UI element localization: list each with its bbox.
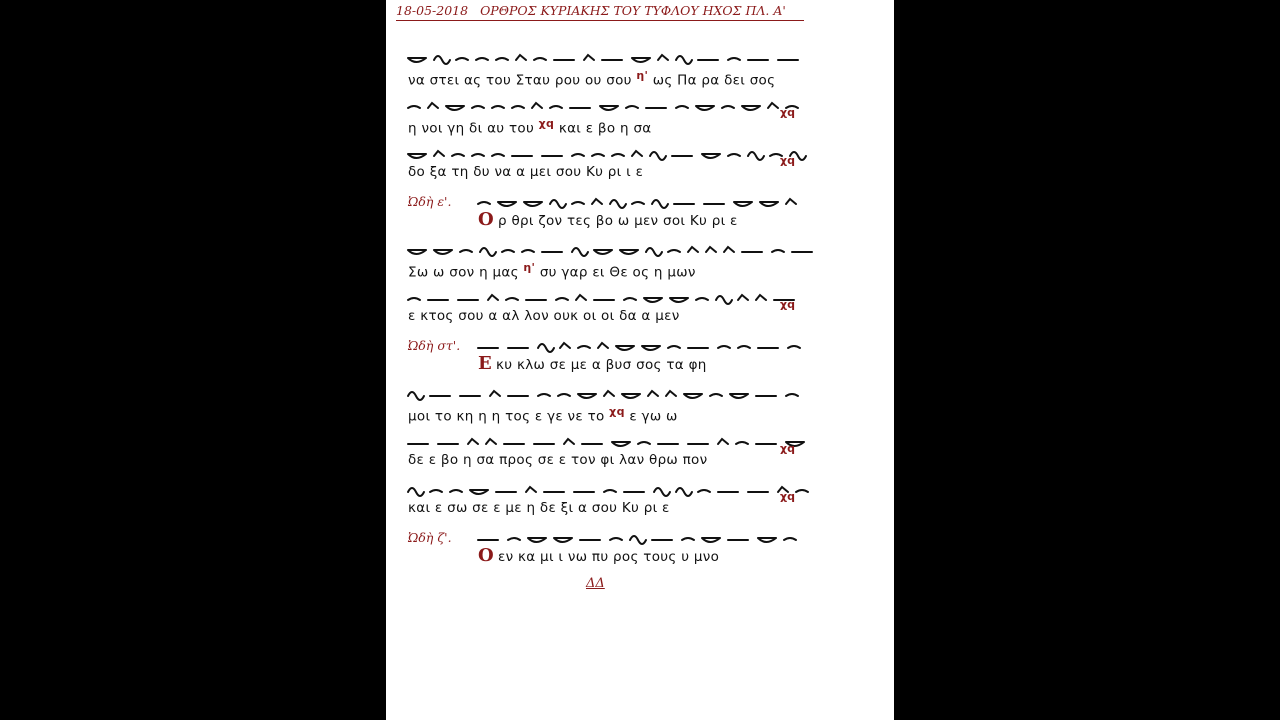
lyrics-text: ε κτος σου α αλ λον ουκ οι οι δα α μεν bbox=[408, 308, 680, 324]
ode-heading: Ὠδὴ ζ'. bbox=[408, 530, 452, 545]
chant-line bbox=[386, 46, 894, 94]
chant-line bbox=[386, 334, 894, 382]
lyrics-text-after: και ε βο η σα bbox=[554, 120, 652, 137]
martyria-sign: χq bbox=[609, 405, 625, 418]
lyrics bbox=[478, 354, 838, 374]
lyrics-text-after: συ γαρ ει Θε ος η μων bbox=[535, 264, 696, 281]
chant-line bbox=[386, 382, 894, 430]
lyrics bbox=[408, 258, 838, 281]
lyrics-text-after: ως Πα ρα δει σος bbox=[648, 72, 776, 89]
header-title: ΟΡΘΡΟΣ ΚΥΡΙΑΚΗΣ ΤΟΥ ΤΥΦΛΟΥ ΗΧΟΣ ΠΛ. Α' bbox=[480, 3, 786, 18]
lyrics-text: δο ξα τη δυ να α μει σου Κυ ρι ι ε bbox=[408, 164, 644, 180]
martyria-end-sign: χq bbox=[780, 154, 795, 167]
chant-line bbox=[386, 94, 894, 142]
lyrics-text: ρ θρι ζον τες βο ω μεν σοι Κυ ρι ε bbox=[497, 213, 738, 229]
drop-initial: Ο bbox=[478, 545, 494, 566]
lyrics bbox=[408, 162, 838, 182]
martyria-sign: η' bbox=[636, 69, 649, 82]
drop-initial: Ο bbox=[478, 209, 494, 230]
martyria-end-sign: χq bbox=[780, 298, 795, 311]
page-number: ΔΔ bbox=[586, 576, 605, 591]
lyrics bbox=[408, 498, 838, 518]
lyrics-text: μοι το κη η η τος ε γε νε το bbox=[408, 408, 610, 425]
drop-initial: Ε bbox=[478, 353, 493, 374]
chant-line bbox=[386, 526, 894, 574]
lyrics-text: δε ε βο η σα προς σε ε τον φι λαν θρω πον bbox=[408, 452, 708, 468]
lyrics-text-after: ε γω ω bbox=[624, 408, 678, 425]
chant-line bbox=[386, 238, 894, 286]
lyrics bbox=[408, 66, 838, 89]
lyrics-text: και ε σω σε ε με η δε ξι α σου Κυ ρι ε bbox=[408, 500, 670, 516]
score-page bbox=[386, 0, 894, 720]
lyrics-text: η νοι γη δι αυ του bbox=[408, 120, 539, 137]
lyrics bbox=[408, 402, 838, 425]
lyrics-text: εν κα μι ι νω πυ ρος τους υ μνο bbox=[497, 549, 720, 565]
lyrics-text: Σω ω σον η μας bbox=[408, 264, 524, 281]
ode-heading: Ὠδὴ ε'. bbox=[408, 194, 452, 209]
page-header bbox=[396, 2, 804, 21]
chant-line bbox=[386, 478, 894, 526]
martyria-end-sign: χq bbox=[780, 442, 795, 455]
chant-line bbox=[386, 430, 894, 478]
martyria-end-sign: χq bbox=[780, 106, 795, 119]
ode-heading: Ὠδὴ στ'. bbox=[408, 338, 461, 353]
martyria-sign: χq bbox=[538, 117, 555, 130]
chant-line bbox=[386, 142, 894, 190]
lyrics-text: να στει ας του Σταυ ρου ου σου bbox=[408, 72, 637, 89]
chant-line bbox=[386, 286, 894, 334]
lyrics bbox=[408, 114, 838, 137]
header-date: 18-05-2018 bbox=[396, 3, 469, 18]
lyrics bbox=[408, 306, 838, 326]
martyria-sign: η' bbox=[523, 261, 536, 274]
chant-line bbox=[386, 190, 894, 238]
lyrics bbox=[478, 210, 838, 230]
martyria-end-sign: χq bbox=[780, 490, 795, 503]
lyrics bbox=[408, 450, 838, 470]
lyrics-text: κυ κλω σε με α βυσ σος τα φη bbox=[496, 357, 707, 373]
lyrics bbox=[478, 546, 838, 566]
